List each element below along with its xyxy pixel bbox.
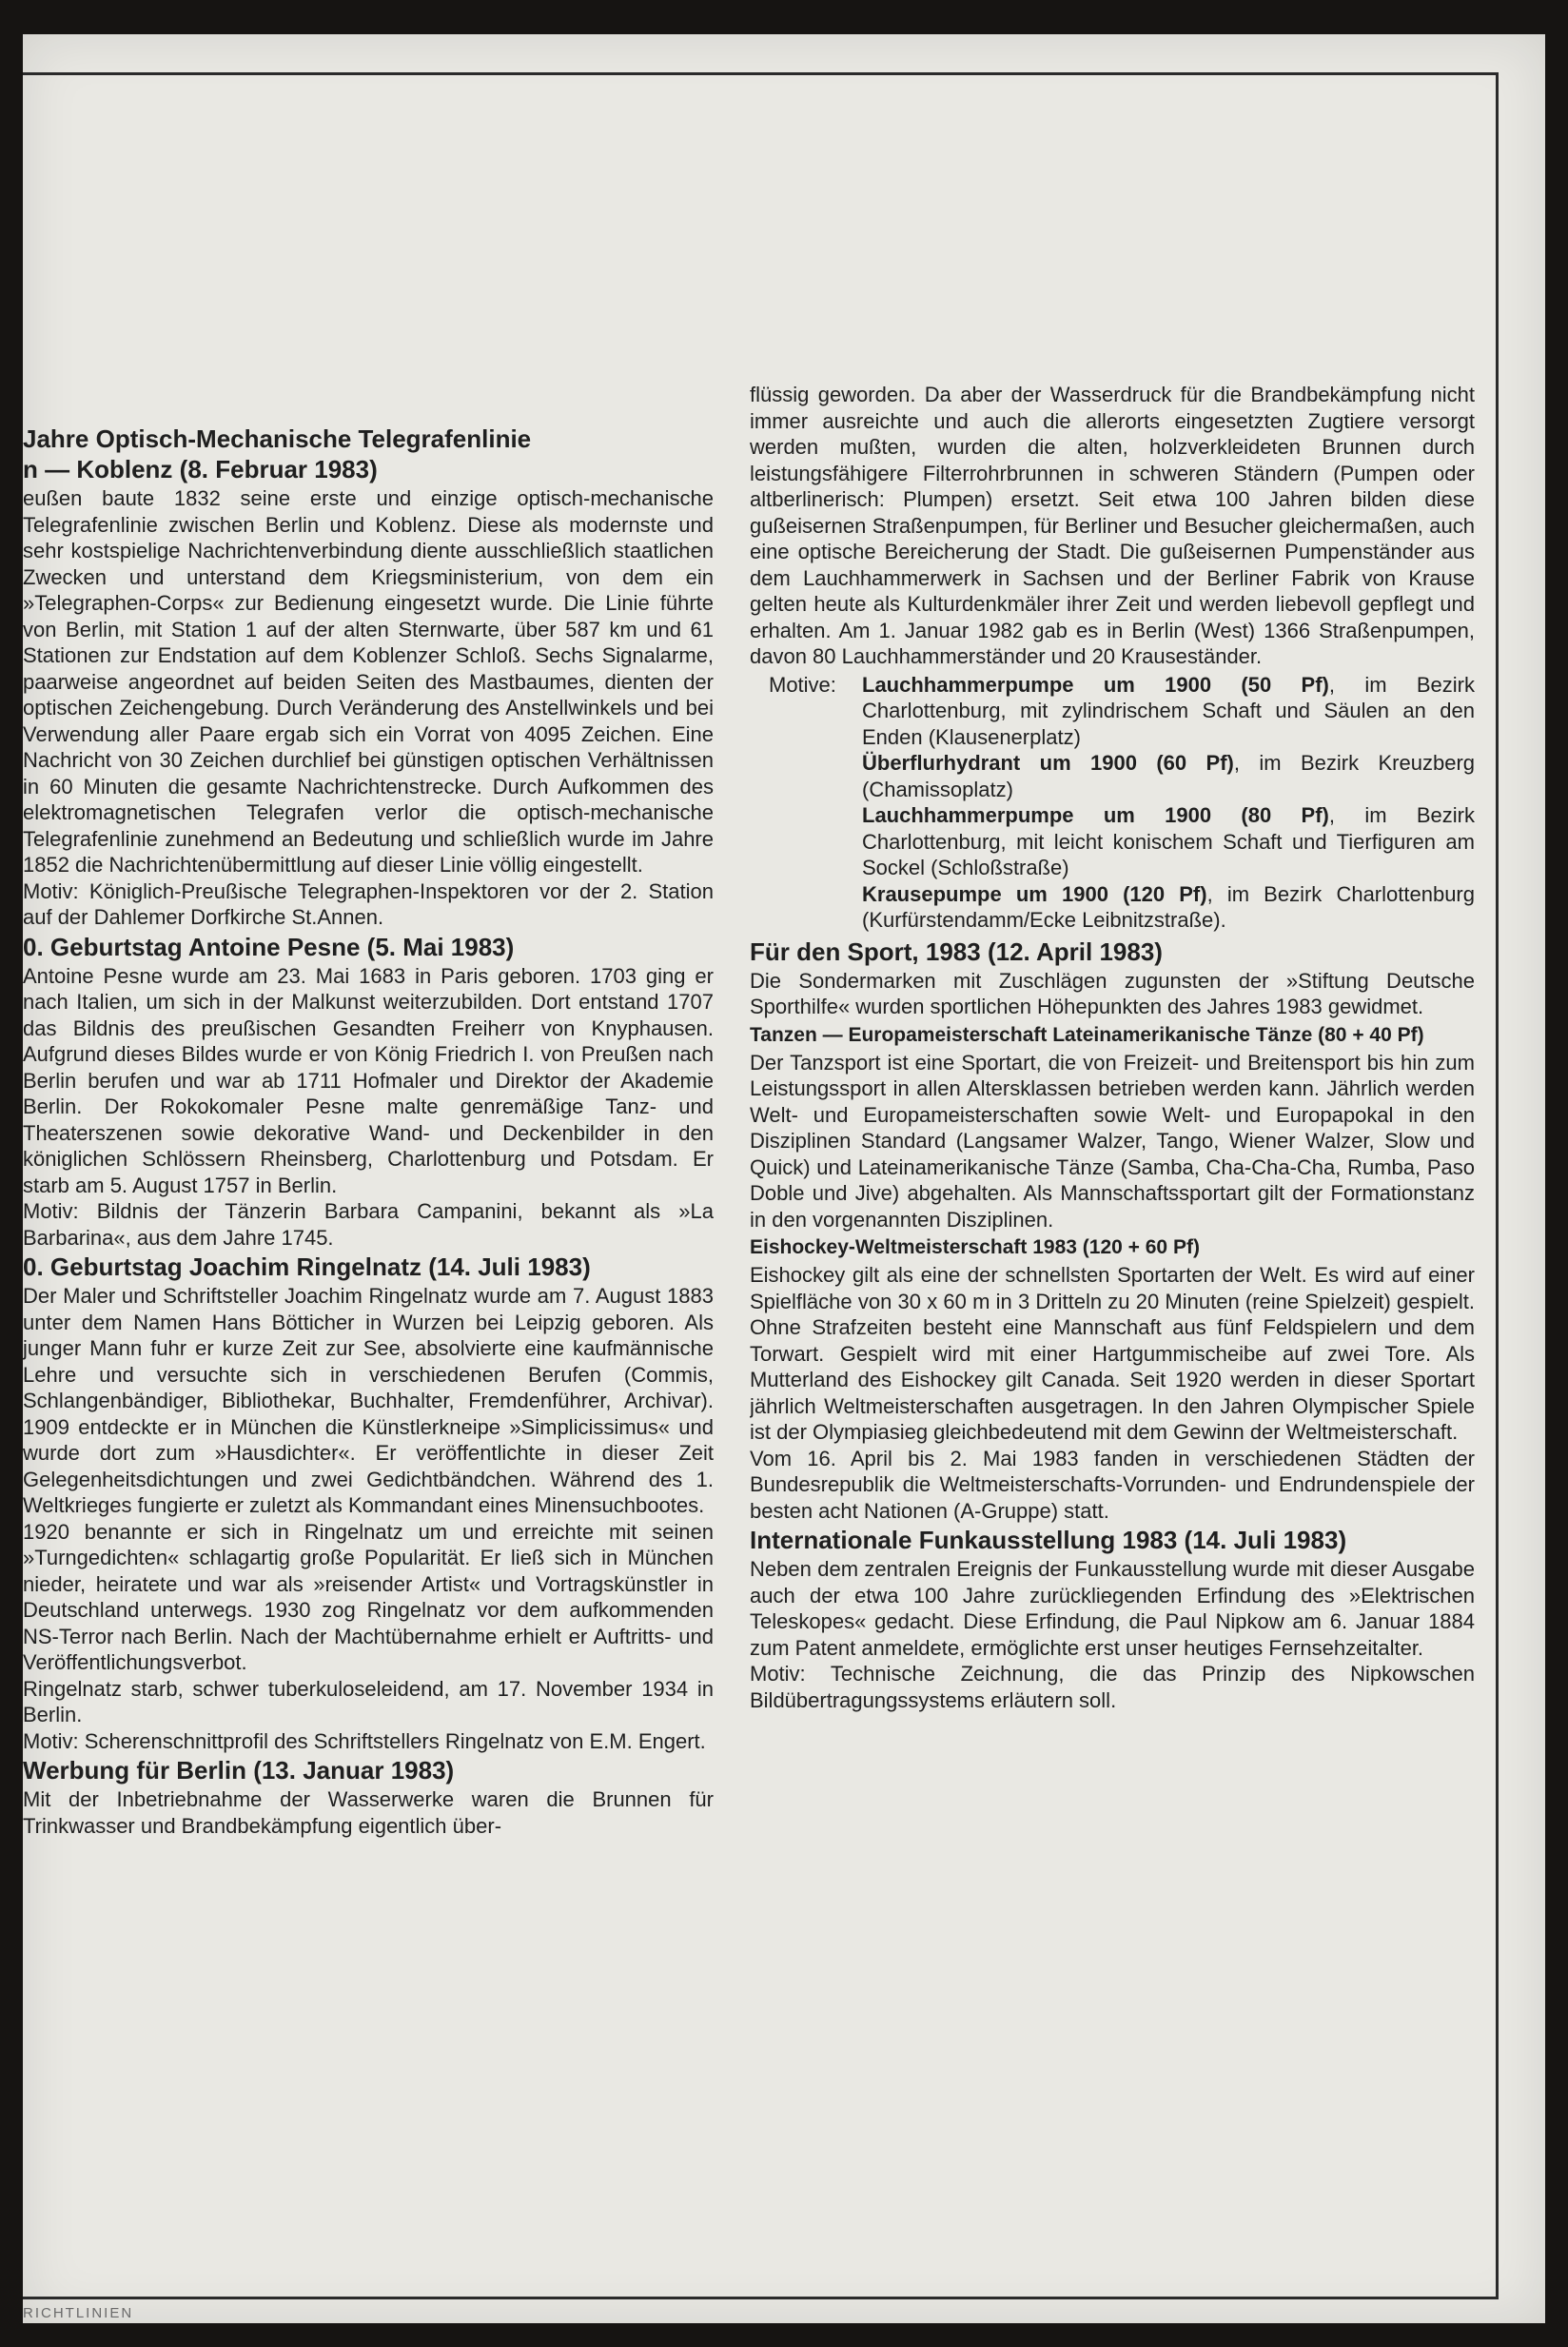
motive-item — [862, 750, 1475, 802]
section-title-eishockey: Eishockey-Weltmeisterschaft 1983 (120 + 60 Pf) — [750, 1236, 1200, 1258]
motive-label: Motive: — [769, 672, 836, 697]
section-title-werbung: Werbung für Berlin (13. Januar 1983) — [23, 1756, 455, 1785]
section-body-werbung: Mit der Inbetriebnahme der Wasserwerke waren die Brunnen für Trinkwasser und Brandbekämpfung eigentlich über- — [23, 1787, 714, 1838]
section-body-ringelnatz-2: 1920 benannte er sich in Ringelnatz um und erreichte mit seinen »Turngedichten« schlagartig große Popularität. Er ließ sich in München nieder, heiratete und war als »reisender Artist« und Vortragskünstler in Deutschland unterwegs. 1930 zog Ringelnatz vor dem aufkommenden NS-Terror nach Berlin. Nach der Machtübernahme erhielt er Auftritts- und Veröffentlichungsverbot. — [23, 1519, 714, 1674]
section-body-ringelnatz-1: Der Maler und Schriftsteller Joachim Ringelnatz wurde am 7. August 1883 unter dem Namen Hans Bötticher in Wurzen bei Leipzig geboren. Als junger Mann fuhr er kurze Zeit zur See, absolvierte eine kaufmännische Lehre und versuchte sich in verschiedenen Berufen (Commis, Schlangenbändiger, Bibliothekar, Buchhalter, Fremdenführer, Archivar). 1909 entdeckte er in München die Künstlerkneipe »Simplicissimus« und wurde dort zum »Hausdichter«. Er veröffentlichte in dieser Zeit Gelegenheitsdichtungen und zwei Gedichtbändchen. Während des 1. Weltkrieges fungierte er zuletzt als Kommandant eines Minensuchbootes. — [23, 1284, 714, 1517]
motive-item — [862, 881, 1475, 934]
section-body-sport: Die Sondermarken mit Zuschlägen zugunsten der »Stiftung Deutsche Sporthilfe« wurden sportlichen Höhepunkten des Jahres 1983 gewidmet. — [750, 968, 1475, 1018]
section-body-ringelnatz-3: Ringelnatz starb, schwer tuberkuloseleidend, am 17. November 1934 in Berlin. — [23, 1676, 714, 1726]
motiv-pesne: Motiv: Bildnis der Tänzerin Barbara Campanini, bekannt als »La Barbarina«, aus dem Jahre 1745. — [23, 1199, 714, 1250]
motiv-ringelnatz: Motiv: Scherenschnittprofil des Schriftstellers Ringelnatz von E.M. Engert. — [23, 1728, 706, 1753]
section-title-telegrafenlinie: Jahre Optisch-Mechanische Telegrafenlinie — [23, 424, 532, 453]
section-title-tanzen: Tanzen — Europameisterschaft Lateinamerikanische Tänze (80 + 40 Pf) — [750, 1023, 1424, 1046]
right-text-column — [750, 382, 1475, 2019]
motive-item-text: , im Bezirk Charlottenburg, mit zylindrischem Schaft und Säulen an den Enden (Klausenerplatz) — [862, 672, 1475, 749]
section-title-sport: Für den Sport, 1983 (12. April 1983) — [750, 937, 1163, 966]
motive-item-title: Lauchhammerpumpe um 1900 (50 Pf) — [862, 672, 1329, 697]
section-body-eishockey-2: Vom 16. April bis 2. Mai 1983 fanden in verschiedenen Städten der Bundesrepublik die Weltmeisterschafts-Vorrunden- und Endrundenspiele der besten acht Nationen (A-Gruppe) statt. — [750, 1446, 1475, 1523]
motive-item — [862, 802, 1475, 881]
motiv-telegrafenlinie: Motiv: Königlich-Preußische Telegraphen-Inspektoren vor der 2. Station auf der Dahlemer Dorfkirche St.Annen. — [23, 878, 714, 929]
section-body-eishockey: Eishockey gilt als eine der schnellsten Sportarten der Welt. Es wird auf einer Spielfläche von 30 x 60 m in 3 Dritteln zu 20 Minuten (reine Spielzeit) gespielt. Ohne Strafzeiten besteht eine Mannschaft aus fünf Feldspielern und dem Torwart. Gespielt wird mit einer Hartgummischeibe auf zwei Tore. Als Mutterland des Eishockey gilt Canada. Seit 1920 werden in dieser Sportart jährlich Weltmeisterschaften ausgetragen. In den Jahren Olympischer Spiele ist der Olympiasieg gleichbedeutend mit dem Gewinn der Weltmeisterschaft. — [750, 1263, 1475, 1444]
motive-item-title: Lauchhammerpumpe um 1900 (80 Pf) — [862, 803, 1329, 827]
continued-body-werbung: flüssig geworden. Da aber der Wasserdruck für die Brandbekämpfung nicht immer ausreichte und auch die allerorts eingesetzten Zugtiere versorgt werden mußten, wurden die alten, holzverkleideten Brunnen durch leistungsfähigere Filterrohrbrunnen in schweren Ständern (Pumpen oder altberlinerisch: Plumpen) ersetzt. Seit etwa 100 Jahren bilden diese gußeisernen Straßenpumpen, für Berliner und Besucher gleichermaßen, auch eine optische Bereicherung der Stadt. Die gußeisernen Pumpenständer aus dem Lauchhammerwerk in Sachsen und der Berliner Fabrik von Krause gelten heute als Kulturdenkmäler ihrer Zeit und werden liebevoll gepflegt und erhalten. Am 1. Januar 1982 gab es in Berlin (West) 1366 Straßenpumpen, davon 80 Lauchhammerständer und 20 Krauseständer. — [750, 383, 1475, 668]
motive-item-text: , im Bezirk Charlottenburg (Kurfürstendamm/Ecke Leibnitzstraße). — [862, 881, 1475, 932]
motiv-funkausstellung: Motiv: Technische Zeichnung, die das Prinzip des Nipkowschen Bildübertragungssystems erläutern soll. — [750, 1662, 1475, 1712]
document-page — [23, 34, 1545, 2323]
section-title-funkausstellung: Internationale Funkausstellung 1983 (14. Juli 1983) — [750, 1526, 1347, 1554]
motive-item-text: , im Bezirk Charlottenburg, mit leicht konischem Schaft und Tierfiguren am Sockel (Schloßstraße) — [862, 803, 1475, 879]
motive-item-text: , im Bezirk Kreuzberg (Chamissoplatz) — [862, 751, 1475, 801]
motive-items — [862, 672, 1475, 934]
section-subtitle-telegrafenlinie: n — Koblenz (8. Februar 1983) — [23, 455, 378, 483]
section-body-telegrafenlinie: eußen baute 1832 seine erste und einzige optisch-mechanische Telegrafenlinie zwischen Berlin und Koblenz. Diese als modernste und sehr kostspielige Nachrichtenverbindung diente ausschließlich staatlichen Zwecken und unterstand dem Kriegsministerium, von dem ein »Telegraphen-Corps« zur Bedienung eingesetzt wurde. Die Linie führte von Berlin, mit Station 1 auf der alten Sternwarte, über 587 km und 61 Stationen zur Endstation auf dem Koblenzer Schloß. Sechs Signalarme, paarweise angeordnet auf beiden Seiten des Mastbaumes, dienten der optischen Zeichengebung. Durch Veränderung des Anstellwinkels und bei Verwendung aller Paare ergab sich ein Vorrat von 4095 Zeichen. Eine Nachricht von 30 Zeichen durchlief bei günstigen optischen Verhältnissen in 60 Minuten die gesamte Nachrichtenstrecke. Durch Aufkommen des elektromagnetischen Telegrafen verlor die optisch-mechanische Telegrafenlinie zunehmend an Bedeutung und schließlich wurde im Jahre 1852 die Nachrichtenübermittlung auf dieser Linie völlig eingestellt. — [23, 486, 714, 877]
motive-list — [750, 672, 1475, 934]
section-title-pesne: 0. Geburtstag Antoine Pesne (5. Mai 1983) — [23, 932, 515, 961]
footer-text: RICHTLINIEN — [23, 2305, 134, 2321]
section-body-funkausstellung: Neben dem zentralen Ereignis der Funkausstellung wurde mit dieser Ausgabe auch der etwa 100 Jahre zurückliegenden Erfindung des »Elektrischen Teleskopes« gedacht. Diese Erfindung, die Paul Nipkow am 6. Januar 1884 zum Patent anmeldete, ermöglichte erst unser heutiges Fernsehzeitalter. — [750, 1557, 1475, 1660]
section-body-pesne: Antoine Pesne wurde am 23. Mai 1683 in Paris geboren. 1703 ging er nach Italien, um sich in der Malkunst weiterzubilden. Dort entstand 1707 das Bildnis des preußischen Gesandten Freiherr von Knyphausen. Aufgrund dieses Bildes wurde er von König Friedrich I. von Preußen nach Berlin berufen und war ab 1711 Hofmaler und Direktor der Akademie Berlin. Der Rokokomaler Pesne malte genremäßige Tanz- und Theaterszenen sowie dekorative Wand- und Deckenbilder in den königlichen Schlössern Rheinsberg, Charlottenburg und Potsdam. Er starb am 5. August 1757 in Berlin. — [23, 963, 714, 1197]
motive-item-title: Krausepumpe um 1900 (120 Pf) — [862, 881, 1207, 906]
section-body-tanzen: Der Tanzsport ist eine Sportart, die von Freizeit- und Breitensport bis hin zum Leistungssport in allen Altersklassen betrieben werden kann. Jährlich werden Welt- und Europameisterschaften sowie Welt- und Europapokal in den Disziplinen Standard (Langsamer Walzer, Tango, Wiener Walzer, Slow und Quick) und Lateinamerikanische Tänze (Samba, Cha-Cha-Cha, Rumba, Paso Doble und Jive) abgehalten. Als Mannschaftssportart gilt der Formationstanz in den vorgenannten Disziplinen. — [750, 1050, 1475, 1232]
motive-item — [862, 672, 1475, 751]
left-text-column — [23, 423, 714, 2022]
motive-item-title: Überflurhydrant um 1900 (60 Pf) — [862, 751, 1234, 775]
section-title-ringelnatz: 0. Geburtstag Joachim Ringelnatz (14. Juli 1983) — [23, 1252, 591, 1281]
